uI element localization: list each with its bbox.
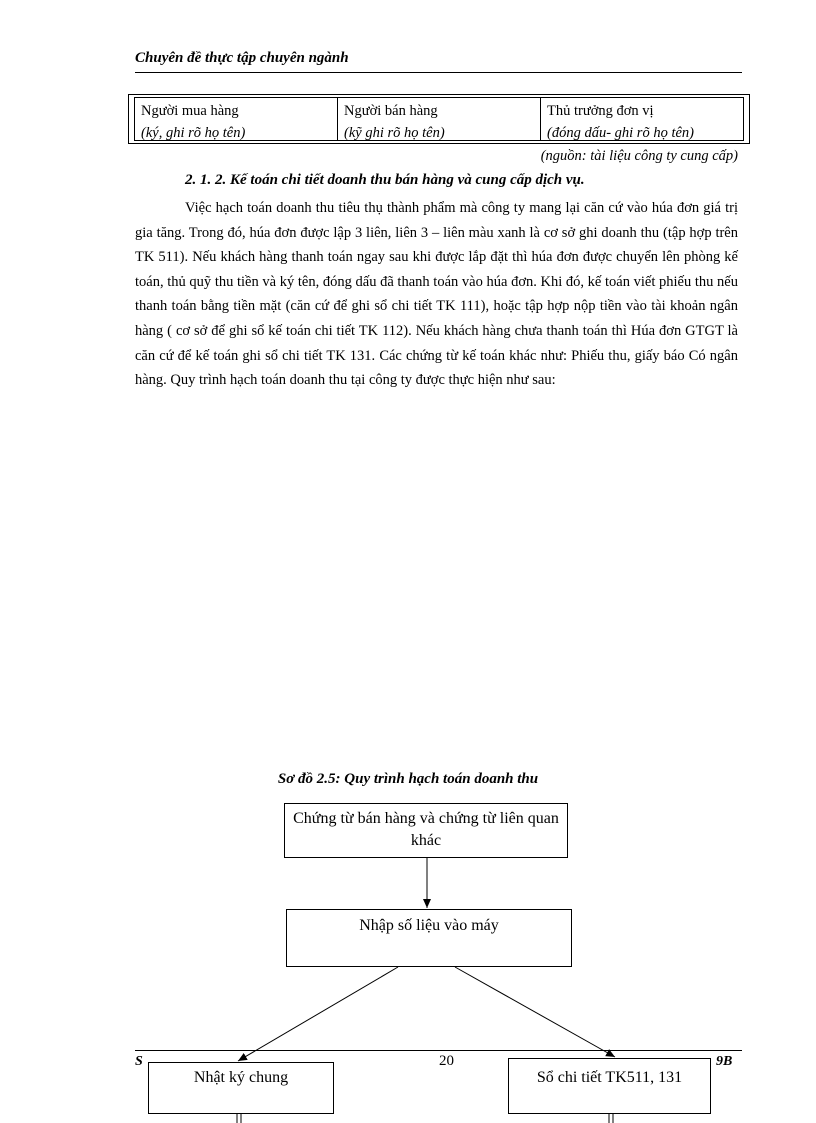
signature-role: Thủ trưởng đơn vị	[547, 103, 654, 119]
body-paragraph: Việc hạch toán doanh thu tiêu thụ thành phẩm mà công ty mang lại căn cứ vào húa đơn giá trị gia tăng. Trong đó, húa đơn được lập 3 liên, liên 3 – liên màu xanh là cơ sở ghi doanh thu (tập hợp trên TK 511). Nếu khách hàng thanh toán ngay sau khi được lắp đặt thì húa đơn được chuyển lên phòng kế toán, thủ quỹ thu tiền và ký tên, đóng dấu đã thanh toán vào húa đơn. Khi đó, kế toán viết phiếu thu nếu thanh toán bằng tiền mặt (căn cứ để ghi sổ chi tiết TK 111), hoặc tập hợp nộp tiền vào tài khoản ngân hàng ( cơ sở để ghi sổ kế toán chi tiết TK 112). Nếu khách hàng chưa thanh toán thì Húa đơn GTGT là căn cứ để kế toán ghi sổ chi tiết TK 131. Các chứng từ kế toán khác như: Phiếu thu, giấy báo Có ngân hàng. Quy trình hạch toán doanh thu tại công ty được thực hiện như sau:	[135, 200, 738, 389]
page-number: 20	[439, 1053, 454, 1069]
footer-left-text: S	[135, 1054, 143, 1069]
diagram-title: Sơ đồ 2.5: Quy trình hạch toán doanh thu	[277, 771, 539, 787]
footer-right-text: 9B	[716, 1054, 733, 1069]
box-source-documents: Chứng từ bán hàng và chứng từ liên quan khác	[284, 803, 568, 858]
page-header-title: Chuyên đề thực tập chuyên ngành	[135, 50, 349, 66]
arrow-entry-to-journal	[238, 967, 398, 1061]
signature-role: Người bán hàng	[344, 103, 438, 119]
arrow-entry-to-ledger	[455, 967, 615, 1057]
signature-note: (đóng dấu- ghi rõ họ tên)	[547, 125, 694, 141]
box-general-journal: Nhật ký chung	[148, 1062, 334, 1114]
signature-note: (kỹ ghi rõ họ tên)	[344, 125, 445, 141]
signature-note: (ký, ghi rõ họ tên)	[141, 125, 246, 141]
footer-divider	[135, 1050, 742, 1051]
box-data-entry: Nhập số liệu vào máy	[286, 909, 572, 967]
signature-role: Người mua hàng	[141, 103, 239, 119]
source-note: (nguồn: tài liệu công ty cung cấp)	[540, 148, 738, 164]
box-detail-ledger: Sổ chi tiết TK511, 131	[508, 1058, 711, 1114]
section-heading: 2. 1. 2. Kế toán chi tiết doanh thu bán hàng và cung cấp dịch vụ.	[185, 172, 585, 188]
